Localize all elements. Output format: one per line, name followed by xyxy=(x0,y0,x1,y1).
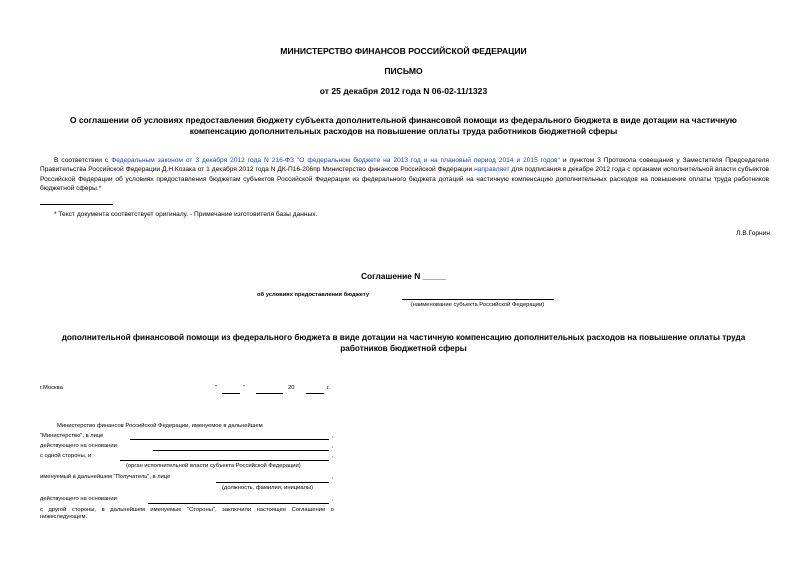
ministry-line: Министерство финансов Российской Федерации, именуемое в дальнейшем xyxy=(57,423,263,429)
conditions-label: об условиях предоставления бюджету xyxy=(257,292,370,298)
subject-name-caption: (наименование субъекта Российской Федерации) xyxy=(410,302,545,308)
document-date-number: от 25 декабря 2012 года N 06-02-11/1323 xyxy=(319,86,488,96)
month-line xyxy=(256,393,283,394)
footnote-separator xyxy=(40,204,113,205)
year-suffix: г. xyxy=(327,385,331,391)
year-prefix: 20 xyxy=(288,385,295,391)
footnote: * Текст документа соответствует оригиналу. - Примечание изготовителя базы данных. xyxy=(54,211,318,218)
one-side: с одной стороны, и xyxy=(40,453,92,459)
ministry-representative-line xyxy=(130,439,329,440)
date-quote-open: " xyxy=(215,385,218,391)
subject-name-line xyxy=(402,299,554,300)
comma-1: , xyxy=(332,433,334,439)
acting-basis-2: действующего на основании xyxy=(40,496,117,502)
position-caption: (должность, фамилия, инициалы) xyxy=(222,485,314,491)
body-text-1: В соответствии с xyxy=(54,157,112,164)
year-line xyxy=(306,393,324,394)
directs-link[interactable]: направляет xyxy=(474,166,510,174)
comma-5: , xyxy=(332,496,334,502)
recipient-representative-line xyxy=(216,482,329,483)
body-paragraph xyxy=(40,156,769,194)
ministry-short: "Министерство", в лице xyxy=(40,433,104,439)
acting-basis: действующего на основании xyxy=(40,443,117,449)
signature: Л.В.Горнин xyxy=(736,230,770,237)
ministry-header: МИНИСТЕРСТВО ФИНАНСОВ РОССИЙСКОЙ ФЕДЕРАЦИИ xyxy=(280,46,527,56)
closing-statement: с другой стороны, в дальнейшем именуемые "Стороны", заключили настоящее Соглашение о нижеследующем. xyxy=(40,507,334,520)
executive-body-line xyxy=(120,460,329,461)
agreement-title: Соглашение N _____ xyxy=(361,271,446,281)
body-text-2: и пунктом 3 Протокола совещания у Заместителя Председателя Правительства Российской Федерации Д.Н.Козака от 1 декабря 2012 года N ДК-П16-206пр Министерство финансов Российской Федерации xyxy=(40,157,770,174)
document-type: ПИСЬМО xyxy=(384,66,423,76)
acting-basis-line xyxy=(153,450,329,451)
date-quote-close: " xyxy=(243,385,246,391)
executive-body-caption: (орган исполнительной власти субъекта Российской Федерации) xyxy=(126,463,301,469)
day-line xyxy=(222,393,240,394)
document-subject: О соглашении об условиях предоставления бюджету субъекта дополнительной финансовой помощи из федерального бюджета в виде дотации на частичную компенсацию дополнительных расходов на повышение оплаты труда работников бюджетной сферы xyxy=(70,115,737,136)
agreement-purpose: дополнительной финансовой помощи из федерального бюджета в виде дотации на частичную компенсацию дополнительных расходов на повышение оплаты труда работников бюджетной сферы xyxy=(61,333,746,353)
body-text-3: для подписания в декабре 2012 года с органами исполнительной власти субъектов Российской Федерации об условиях предоставления бюджетам субъектов Российской Федерации из федерального бюджета дотаций на частичную компенсацию дополнительных расходов на повышение оплаты труда работников бюджетной сферы.* xyxy=(40,166,769,193)
comma-4: , xyxy=(332,474,334,480)
comma-2: , xyxy=(332,443,334,449)
recipient-line: именуемый в дальнейшем "Получатель", в лице xyxy=(40,474,171,480)
federal-law-link[interactable]: Федеральным законом от 3 декабря 2012 года N 216-ФЗ "О федеральном бюджете на 2013 год и на плановый период 2014 и 2015 годов" xyxy=(111,157,560,164)
comma-3: , xyxy=(332,453,334,459)
agreement-city: г.Москва xyxy=(40,385,63,391)
acting-basis-2-line xyxy=(148,503,329,504)
